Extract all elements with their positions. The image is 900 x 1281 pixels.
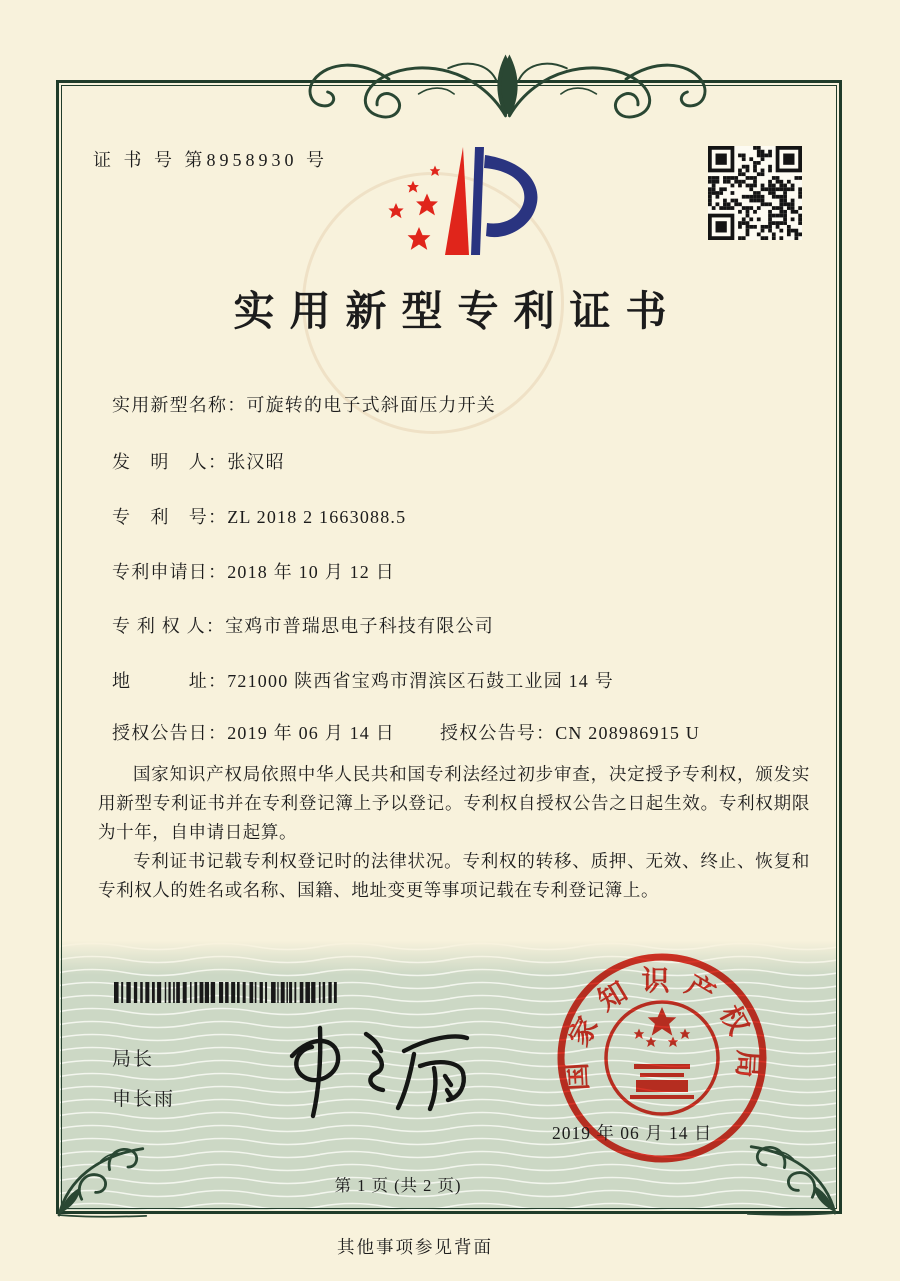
field-value: 721000 陕西省宝鸡市渭滨区石鼓工业园 14 号 [227,671,614,691]
field-label: 授权公告日： [112,723,228,743]
field-value: 2019 年 06 月 14 日 [227,723,395,743]
field-row-patentee [112,612,494,638]
seal-date: 2019 年 06 月 14 日 [552,1123,713,1143]
field-value: 宝鸡市普瑞思电子科技有限公司 [225,616,494,636]
field-row-grant-number [440,719,700,745]
legal-paragraph-1: 国家知识产权局依照中华人民共和国专利法经过初步审查，决定授予专利权，颁发实用新型专利证书并在专利登记簿上予以登记。专利权自授权公告之日起生效。专利权期限为十年，自申请日起算。 [98,764,810,842]
bottom-left-corner-ornament [48,1126,152,1222]
field-value: CN 208986915 U [555,723,701,743]
barcode-icon [114,982,340,1003]
field-row-address [112,667,614,693]
field-value: 2018 年 10 月 12 日 [227,562,395,582]
legal-text-block [98,760,810,905]
field-value: ZL 2018 2 1663088.5 [227,507,407,527]
commissioner-title: 局长 [112,1049,155,1070]
footer-note: 其他事项参见背面 [337,1237,493,1257]
field-label: 实用新型名称： [112,395,247,415]
field-row-invention-name [112,391,496,417]
field-label: 授权公告号： [440,723,556,743]
certificate-title: 实用新型专利证书 [233,288,682,334]
commissioner-name: 申长雨 [112,1089,176,1110]
field-label: 地 址： [112,671,228,691]
bottom-right-corner-ornament [742,1124,846,1220]
qr-code-icon [708,146,802,240]
seal-text: 国家知识产权局 [561,965,763,1092]
field-label: 专 利 号： [112,507,228,527]
field-value: 可旋转的电子式斜面压力开关 [246,395,497,415]
field-row-grant-date [112,719,395,745]
handwritten-signature [262,1018,477,1123]
cnipa-logo [383,138,548,262]
field-row-filing-date [112,558,395,584]
field-label: 专利申请日： [112,562,228,582]
field-row-patent-number [112,503,406,529]
field-label: 发 明 人： [112,452,228,472]
legal-paragraph-2: 专利证书记载专利权登记时的法律状况。专利权的转移、质押、无效、终止、恢复和专利权人的姓名或名称、国籍、地址变更等事项记载在专利登记簿上。 [98,851,810,900]
certificate-number: 证 书 号 第8958930 号 [93,150,328,170]
top-scroll-ornament [300,46,715,136]
field-label: 专 利 权 人： [112,616,226,636]
page-number: 第 1 页 (共 2 页) [334,1176,462,1195]
field-value: 张汉昭 [227,452,285,472]
field-row-inventor [112,448,285,474]
